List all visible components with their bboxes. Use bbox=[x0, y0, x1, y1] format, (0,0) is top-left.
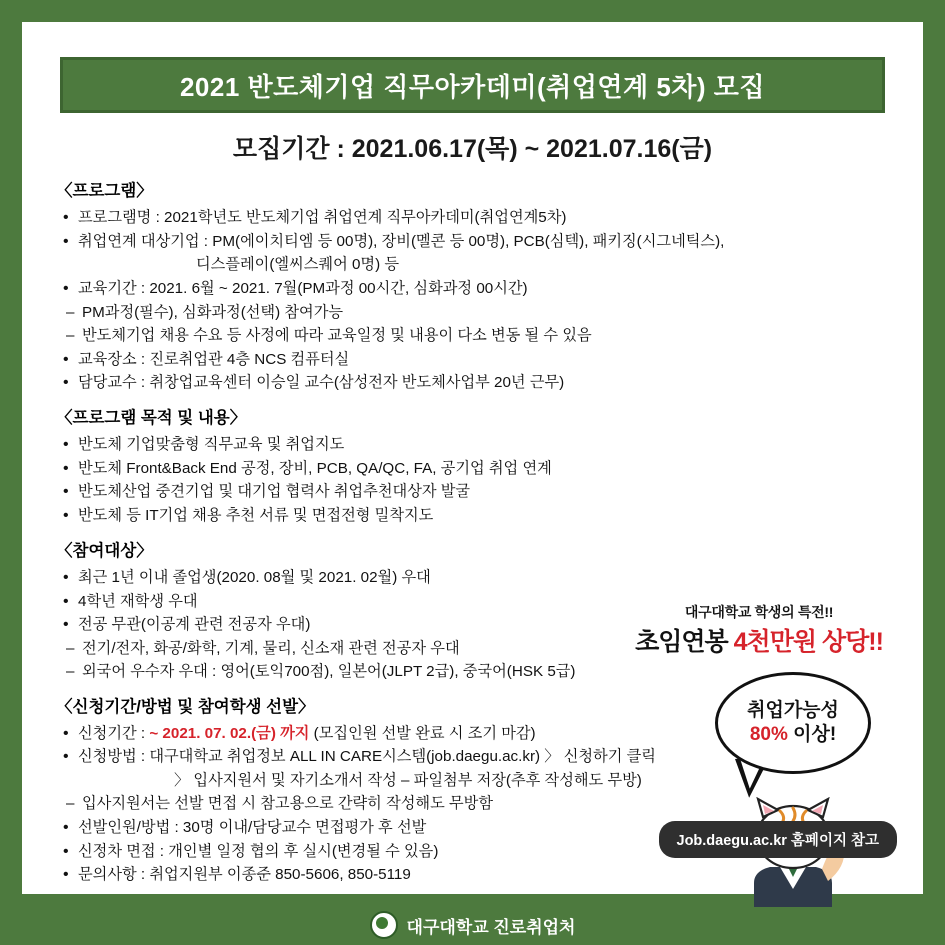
promo-badge bbox=[625, 602, 893, 658]
poster-inner-card bbox=[22, 22, 923, 894]
poster-title-bar bbox=[60, 57, 885, 113]
speech-bubble bbox=[715, 672, 871, 774]
bubble-line-2 bbox=[750, 723, 836, 747]
list-item: • 선발인원/방법 : 30명 이내/담당교수 면접평가 후 선발 bbox=[56, 817, 889, 840]
footer bbox=[0, 911, 945, 939]
list-item: • 프로그램명 : 2021학년도 반도체기업 취업연계 직무아카데미(취업연계5차) bbox=[56, 207, 889, 230]
list-item: • 반도체 등 IT기업 채용 추천 서류 및 면접전형 밀착지도 bbox=[56, 505, 889, 528]
list-item: • 반도체 Front&Back End 공정, 장비, PCB, QA/QC, FA, 공기업 취업 연계 bbox=[56, 458, 889, 481]
list-item: • 문의사항 : 취업지원부 이종준 850-5606, 850-5119 bbox=[56, 864, 889, 887]
deadline-suffix: (모집인원 선발 완료 시 조기 마감) bbox=[309, 724, 536, 742]
list-item: • 교육기간 : 2021. 6월 ~ 2021. 7월(PM과정 00시간, 심화과정 00시간) bbox=[56, 278, 889, 301]
list-item: • 담당교수 : 취창업교육센터 이승일 교수(삼성전자 반도체사업부 20년 근무) bbox=[56, 372, 889, 395]
list-subitem: – 반도체기업 채용 수요 등 사정에 따라 교육일정 및 내용이 다소 변동 될 수 있음 bbox=[56, 325, 889, 348]
recruitment-period: 모집기간 : 2021.06.17(목) ~ 2021.07.16(금) bbox=[232, 135, 713, 163]
promo-salary-label: 초임연봉 bbox=[635, 628, 728, 656]
promo-salary-amount: 4천만원 bbox=[733, 628, 816, 656]
deadline-prefix: 신청기간 : bbox=[78, 724, 150, 742]
list-item: • 반도체 기업맞춤형 직무교육 및 취업지도 bbox=[56, 434, 889, 457]
list-subitem: – 외국어 우수자 우대 : 영어(토익700점), 일본어(JLPT 2급), 중국어(HSK 5급) bbox=[56, 661, 889, 684]
list-item: • 교육장소 : 진로취업관 4층 NCS 컴퓨터실 bbox=[56, 349, 889, 372]
section-heading-target: 〈참여대상〉 bbox=[56, 542, 153, 561]
promo-salary-suffix: 상당!! bbox=[821, 628, 883, 656]
section-list-purpose bbox=[56, 434, 889, 528]
list-item-continuation: 〉 입사지원서 및 자기소개서 작성 – 파일첨부 저장(추후 작성해도 무방) bbox=[174, 772, 642, 790]
homepage-reference-pill[interactable]: Job.daegu.ac.kr 홈페이지 참고 bbox=[659, 821, 898, 858]
bubble-line-1: 취업가능성 bbox=[747, 700, 839, 722]
list-subitem: – 입사지원서는 선발 면접 시 참고용으로 간략히 작성해도 무방함 bbox=[56, 793, 889, 816]
list-item: • 4학년 재학생 우대 bbox=[56, 591, 889, 614]
section-heading-apply: 〈신청기간/방법 및 참여학생 선발〉 bbox=[56, 697, 315, 716]
list-item: • 최근 1년 이내 졸업생(2020. 08월 및 2021. 02월) 우대 bbox=[56, 567, 889, 590]
promo-line-1: 대구대학교 학생의 특전!! bbox=[684, 604, 834, 620]
list-subitem: – 전기/전자, 화공/화학, 기계, 물리, 신소재 관련 전공자 우대 bbox=[56, 638, 889, 661]
university-logo-icon bbox=[370, 911, 398, 939]
list-item-continuation: 디스플레이(엘씨스퀘어 0명) 등 bbox=[196, 256, 400, 274]
list-item: • 신청방법 : 대구대학교 취업정보 ALL IN CARE시스템(job.daegu.ac.kr) 〉 신청하기 클릭 bbox=[56, 746, 889, 769]
list-subitem: – PM과정(필수), 심화과정(선택) 참여가능 bbox=[56, 302, 889, 325]
bubble-percent-suffix: 이상! bbox=[787, 724, 837, 745]
promo-line-2 bbox=[625, 622, 893, 658]
deadline-date: ~ 2021. 07. 02.(금) 까지 bbox=[149, 724, 310, 742]
list-item: • 취업연계 대상기업 : PM(에이치티엠 등 00명), 장비(멜콘 등 00명), PCB(심텍), 패키징(시그네틱스), bbox=[56, 231, 889, 254]
bubble-percent: 80% bbox=[749, 724, 788, 745]
list-item: • 전공 무관(이공계 관련 전공자 우대) bbox=[56, 614, 889, 637]
page-title: 2021 반도체기업 직무아카데미(취업연계 5차) 모집 bbox=[179, 71, 766, 102]
section-heading-program: 〈프로그램〉 bbox=[56, 182, 153, 200]
footer-label: 대구대학교 진로취업처 bbox=[406, 917, 576, 937]
list-item: • 신정차 면접 : 개인별 일정 협의 후 실시(변경될 수 있음) bbox=[56, 841, 889, 864]
list-item: • 반도체산업 중견기업 및 대기업 협력사 취업추천대상자 발굴 bbox=[56, 481, 889, 504]
section-heading-purpose: 〈프로그램 목적 및 내용〉 bbox=[56, 409, 247, 428]
section-list-program bbox=[56, 207, 889, 395]
